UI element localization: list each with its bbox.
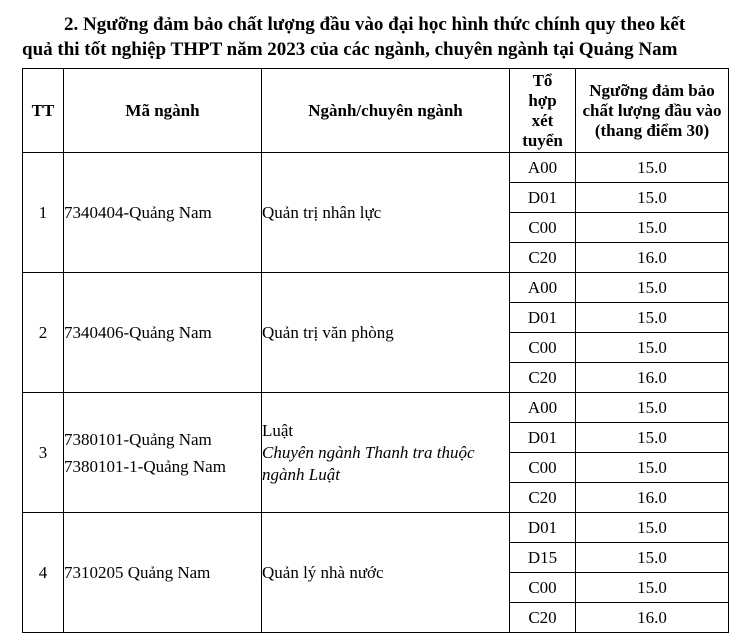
cell-subject-combination: C00 xyxy=(510,453,576,483)
cell-tt: 1 xyxy=(23,153,64,273)
cell-threshold-score: 16.0 xyxy=(576,603,729,633)
cell-subject-combination: A00 xyxy=(510,153,576,183)
section-heading xyxy=(0,0,742,60)
major-name-text: Quản trị nhân lực xyxy=(262,202,382,222)
cell-threshold-score: 15.0 xyxy=(576,213,729,243)
cell-subject-combination: D01 xyxy=(510,183,576,213)
major-name-text: Quản lý nhà nước xyxy=(262,562,384,582)
cell-threshold-score: 15.0 xyxy=(576,393,729,423)
cell-subject-combination: D01 xyxy=(510,423,576,453)
cell-subject-combination: D01 xyxy=(510,513,576,543)
cell-major-code xyxy=(64,273,262,393)
cell-threshold-score: 15.0 xyxy=(576,543,729,573)
major-name-text: Luật xyxy=(262,420,294,440)
cell-subject-combination: C00 xyxy=(510,333,576,363)
major-code-text: 7310205 Quảng Nam xyxy=(64,563,211,582)
cell-major-name xyxy=(262,513,510,633)
major-code-text: 7340404-Quảng Nam xyxy=(64,203,212,222)
cell-subject-combination: C20 xyxy=(510,603,576,633)
cell-threshold-score: 15.0 xyxy=(576,303,729,333)
table-row xyxy=(23,153,729,183)
cell-threshold-score: 15.0 xyxy=(576,423,729,453)
cell-subject-combination: D15 xyxy=(510,543,576,573)
cell-threshold-score: 15.0 xyxy=(576,153,729,183)
cell-tt: 4 xyxy=(23,513,64,633)
cell-threshold-score: 16.0 xyxy=(576,363,729,393)
table-body xyxy=(23,153,729,633)
major-code-text: 7380101-1-Quảng Nam xyxy=(64,456,226,476)
cell-subject-combination: C20 xyxy=(510,243,576,273)
admission-threshold-table xyxy=(22,68,729,633)
cell-major-code xyxy=(64,393,262,513)
cell-major-name xyxy=(262,393,510,513)
table-header-row xyxy=(23,69,729,153)
table-row xyxy=(23,273,729,303)
cell-threshold-score: 15.0 xyxy=(576,183,729,213)
cell-major-name xyxy=(262,273,510,393)
cell-tt: 3 xyxy=(23,393,64,513)
cell-subject-combination: C20 xyxy=(510,363,576,393)
cell-subject-combination: A00 xyxy=(510,393,576,423)
cell-subject-combination: C00 xyxy=(510,573,576,603)
cell-major-code xyxy=(64,153,262,273)
cell-subject-combination: D01 xyxy=(510,303,576,333)
cell-major-name xyxy=(262,153,510,273)
header-threshold-score: Ngưỡng đảm bảo chất lượng đầu vào (thang điểm 30) xyxy=(576,69,729,153)
cell-threshold-score: 16.0 xyxy=(576,243,729,273)
major-code-text: 7340406-Quảng Nam xyxy=(64,323,212,342)
major-name-text: Quản trị văn phòng xyxy=(262,322,394,342)
cell-threshold-score: 15.0 xyxy=(576,333,729,363)
cell-threshold-score: 15.0 xyxy=(576,453,729,483)
table-row xyxy=(23,393,729,423)
header-major-code: Mã ngành xyxy=(64,69,262,153)
cell-major-code xyxy=(64,513,262,633)
header-major-name: Ngành/chuyên ngành xyxy=(262,69,510,153)
cell-threshold-score: 15.0 xyxy=(576,513,729,543)
cell-subject-combination: C00 xyxy=(510,213,576,243)
cell-subject-combination: C20 xyxy=(510,483,576,513)
header-tt: TT xyxy=(23,69,64,153)
cell-subject-combination: A00 xyxy=(510,273,576,303)
major-subspecialty-text: Chuyên ngành Thanh tra thuộc ngành Luật xyxy=(262,442,475,484)
header-subject-combination: Tổ hợp xét tuyển xyxy=(510,69,576,153)
table-row xyxy=(23,513,729,543)
heading-line-1: 2. Ngưỡng đảm bảo chất lượng đầu vào đại học hình thức chính quy theo kết xyxy=(64,14,686,35)
heading-line-2: quả thi tốt nghiệp THPT năm 2023 của các ngành, chuyên ngành tại Quảng Nam xyxy=(22,39,678,60)
cell-threshold-score: 15.0 xyxy=(576,273,729,303)
cell-threshold-score: 16.0 xyxy=(576,483,729,513)
major-code-text: 7380101-Quảng Nam xyxy=(64,429,212,449)
cell-threshold-score: 15.0 xyxy=(576,573,729,603)
cell-tt: 2 xyxy=(23,273,64,393)
